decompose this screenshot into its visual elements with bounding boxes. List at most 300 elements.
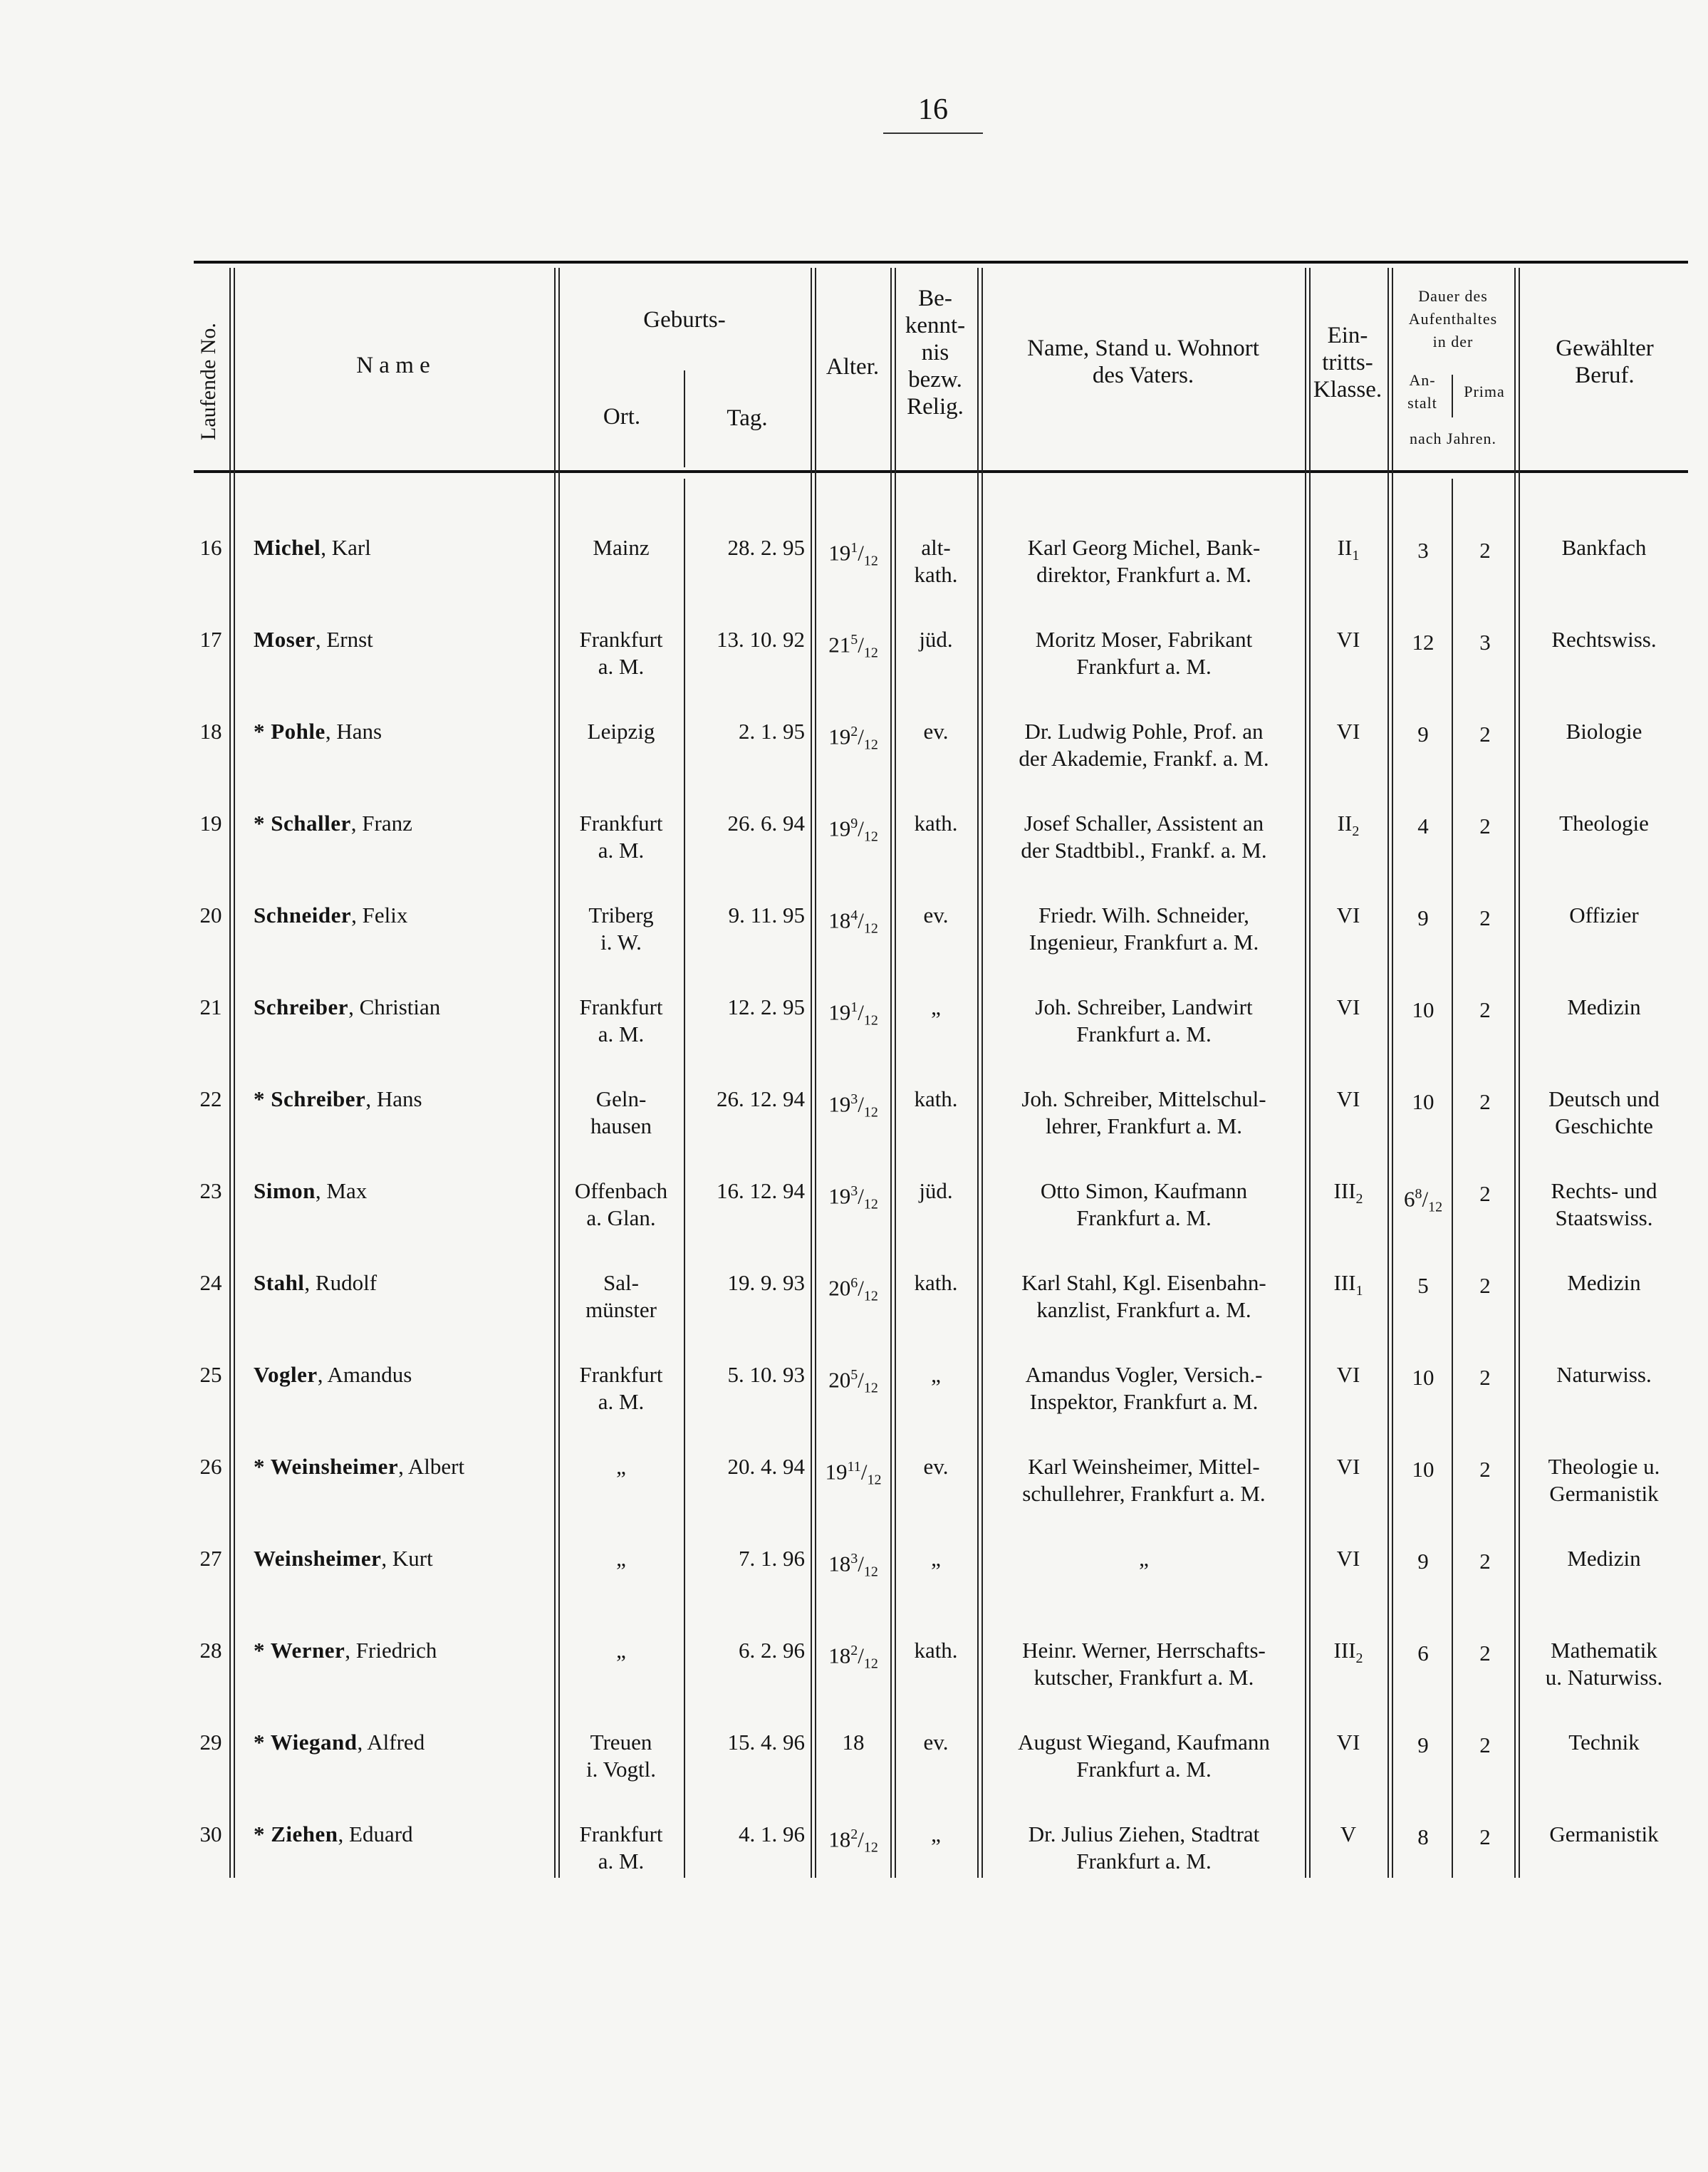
row-number: 30 xyxy=(199,1822,222,1846)
years-anstalt: 12 xyxy=(1412,630,1434,655)
birth-date: 7. 1. 96 xyxy=(739,1546,805,1571)
col-divider xyxy=(811,268,816,1878)
birth-date: 12. 2. 95 xyxy=(727,994,805,1019)
religion: jüd. xyxy=(919,627,953,652)
father-info: Dr. Ludwig Pohle, Prof. an der Akademie, Frankf. a. M. xyxy=(1019,719,1269,771)
birth-date: 2. 1. 95 xyxy=(739,719,805,744)
father-info: Karl Weinsheimer, Mittel- schullehrer, Frankfurt a. M. xyxy=(1022,1454,1266,1506)
student-surname: Schneider xyxy=(254,903,352,927)
star-marker: * xyxy=(254,1086,271,1111)
religion: ev. xyxy=(923,1730,949,1755)
col-divider xyxy=(684,479,685,1878)
years-prima: 2 xyxy=(1479,1824,1491,1849)
years-prima: 3 xyxy=(1479,630,1491,655)
student-surname: Wiegand xyxy=(270,1730,358,1755)
student-surname: Moser xyxy=(254,627,316,652)
age-years: 19 xyxy=(828,1091,851,1117)
col-divider xyxy=(1452,479,1453,1878)
student-name xyxy=(254,1637,553,1664)
age-denominator: 12 xyxy=(863,1196,878,1212)
religion: ev. xyxy=(923,903,949,927)
age-numerator: 2 xyxy=(850,1643,858,1658)
years-prima: 2 xyxy=(1479,814,1491,838)
student-name xyxy=(254,810,553,837)
star-marker: * xyxy=(254,1454,271,1479)
row-number: 25 xyxy=(199,1362,222,1387)
birth-place: Mainz xyxy=(593,535,650,560)
age-numerator: 1 xyxy=(850,999,858,1015)
entry-class-base: VI xyxy=(1336,1730,1360,1755)
birth-date: 6. 2. 96 xyxy=(739,1638,805,1663)
student-name xyxy=(254,1453,553,1480)
student-given-name: , Christian xyxy=(348,994,441,1019)
fraction-slash: / xyxy=(858,1551,864,1576)
age-denominator: 12 xyxy=(863,645,878,661)
birth-place: Leipzig xyxy=(587,719,655,744)
age-denominator: 12 xyxy=(863,920,878,937)
age xyxy=(816,994,890,1034)
age-numerator: 3 xyxy=(850,1091,858,1107)
student-name xyxy=(254,718,553,745)
age-years: 19 xyxy=(828,816,851,841)
years-anstalt: 9 xyxy=(1417,1732,1429,1757)
age-numerator: 5 xyxy=(850,632,858,648)
age-denominator: 12 xyxy=(863,1564,878,1580)
chosen-profession: Technik xyxy=(1568,1730,1640,1755)
age-denominator: 12 xyxy=(863,1380,878,1396)
student-name xyxy=(254,1729,553,1756)
age-years: 18 xyxy=(842,1730,865,1755)
age-numerator: 3 xyxy=(850,1551,858,1566)
age-years: 18 xyxy=(828,908,851,933)
age xyxy=(816,902,890,942)
fraction-slash: / xyxy=(1422,1186,1429,1212)
age xyxy=(816,1086,890,1126)
entry-class-sub: 1 xyxy=(1352,548,1360,564)
student-name xyxy=(254,1269,553,1297)
years-prima: 2 xyxy=(1479,1549,1491,1574)
entry-class xyxy=(1309,1821,1387,1848)
header-laufende-no: Laufende No. xyxy=(197,323,220,440)
fraction-slash: / xyxy=(858,1367,864,1393)
student-surname: Schreiber xyxy=(271,1086,366,1111)
father-info: Dr. Julius Ziehen, Stadtrat Frankfurt a. M. xyxy=(1028,1822,1260,1874)
student-name xyxy=(254,1545,553,1572)
student-given-name: , Max xyxy=(315,1178,368,1203)
birth-date: 26. 12. 94 xyxy=(717,1086,805,1111)
student-surname: Simon xyxy=(254,1178,316,1203)
student-table xyxy=(194,256,1688,1895)
birth-place: Treuen i. Vogtl. xyxy=(586,1730,656,1782)
religion: „ xyxy=(931,1546,941,1571)
age xyxy=(816,626,890,667)
age xyxy=(816,718,890,759)
entry-class xyxy=(1309,1729,1387,1756)
age-numerator: 5 xyxy=(850,1367,858,1383)
birth-date: 4. 1. 96 xyxy=(739,1822,805,1846)
col-divider xyxy=(229,268,235,1878)
student-surname: Stahl xyxy=(254,1270,305,1295)
row-number: 23 xyxy=(199,1178,222,1203)
header-name: N a m e xyxy=(356,353,430,378)
birth-date: 13. 10. 92 xyxy=(717,627,805,652)
years-prima: 2 xyxy=(1479,1732,1491,1757)
years-prima: 2 xyxy=(1479,1365,1491,1390)
religion: alt- kath. xyxy=(914,535,958,587)
years-prima: 2 xyxy=(1479,1273,1491,1298)
age-denominator: 12 xyxy=(863,828,878,845)
student-given-name: , Alfred xyxy=(357,1730,425,1755)
col-divider xyxy=(684,370,685,467)
age-years: 19 xyxy=(828,999,851,1025)
header-beruf: Gewählter Beruf. xyxy=(1556,336,1654,388)
student-name xyxy=(254,1178,553,1205)
father-info: August Wiegand, Kaufmann Frankfurt a. M. xyxy=(1018,1730,1270,1782)
years-prima: 2 xyxy=(1479,1457,1491,1482)
years-anstalt: 8 xyxy=(1417,1824,1429,1849)
col-divider xyxy=(554,268,560,1878)
entry-class xyxy=(1309,1361,1387,1388)
student-given-name: , Eduard xyxy=(338,1822,413,1846)
student-given-name: , Hans xyxy=(325,719,382,744)
student-given-name: , Hans xyxy=(365,1086,422,1111)
fraction-slash: / xyxy=(858,540,864,566)
header-vater: Name, Stand u. Wohnort des Vaters. xyxy=(1027,336,1259,388)
religion: ev. xyxy=(923,719,949,744)
row-number: 28 xyxy=(199,1638,222,1663)
chosen-profession: Offizier xyxy=(1569,903,1639,927)
student-name xyxy=(254,902,553,929)
years-anstalt: 10 xyxy=(1412,1457,1434,1482)
student-surname: Weinsheimer xyxy=(254,1546,382,1571)
entry-class xyxy=(1309,1637,1387,1672)
years-anstalt: 3 xyxy=(1417,538,1429,563)
row-number: 24 xyxy=(199,1270,222,1295)
entry-class xyxy=(1309,626,1387,653)
years-prima: 2 xyxy=(1479,1641,1491,1666)
student-given-name: , Ernst xyxy=(315,627,373,652)
entry-class xyxy=(1309,994,1387,1021)
father-info: Joh. Schreiber, Landwirt Frankfurt a. M. xyxy=(1035,994,1253,1046)
student-name xyxy=(254,626,553,653)
page-number: 16 xyxy=(883,93,983,134)
years-anstalt: 5 xyxy=(1417,1273,1429,1298)
chosen-profession: Medizin xyxy=(1567,1270,1641,1295)
entry-class xyxy=(1309,1178,1387,1212)
chosen-profession: Medizin xyxy=(1567,1546,1641,1571)
header-tag: Tag. xyxy=(727,405,768,431)
years-anstalt xyxy=(1393,1180,1453,1221)
entry-class-base: VI xyxy=(1336,903,1360,927)
age-numerator: 2 xyxy=(850,1827,858,1842)
age xyxy=(816,1729,890,1756)
age xyxy=(816,1821,890,1861)
years-anstalt-numerator: 8 xyxy=(1415,1186,1422,1202)
age-years: 19 xyxy=(828,540,851,566)
years-anstalt: 6 xyxy=(1417,1641,1429,1666)
chosen-profession: Theologie u. Germanistik xyxy=(1548,1454,1660,1506)
birth-date: 26. 6. 94 xyxy=(727,811,805,836)
age-years: 21 xyxy=(828,632,851,658)
fraction-slash: / xyxy=(858,1183,864,1209)
entry-class-base: III xyxy=(1333,1638,1356,1663)
age-denominator: 12 xyxy=(863,1839,878,1856)
entry-class-base: VI xyxy=(1336,1546,1360,1571)
religion: kath. xyxy=(914,811,958,836)
chosen-profession: Medizin xyxy=(1567,994,1641,1019)
age xyxy=(816,1545,890,1586)
age-numerator: 11 xyxy=(847,1459,861,1475)
birth-date: 19. 9. 93 xyxy=(727,1270,805,1295)
star-marker: * xyxy=(254,719,271,744)
fraction-slash: / xyxy=(858,1091,864,1117)
father-info: Amandus Vogler, Versich.- Inspektor, Frankfurt a. M. xyxy=(1025,1362,1263,1414)
star-marker: * xyxy=(254,811,271,836)
student-surname: Schaller xyxy=(271,811,351,836)
student-given-name: , Felix xyxy=(351,903,408,927)
row-number: 17 xyxy=(199,627,222,652)
header-anstalt: An- stalt xyxy=(1407,371,1437,412)
fraction-slash: / xyxy=(858,1275,864,1301)
birth-date: 16. 12. 94 xyxy=(717,1178,805,1203)
age-years: 20 xyxy=(828,1275,851,1301)
religion: jüd. xyxy=(919,1178,953,1203)
entry-class-sub: 2 xyxy=(1355,1191,1363,1207)
age-years: 19 xyxy=(825,1459,848,1485)
table-top-rule xyxy=(194,261,1688,264)
entry-class-sub: 2 xyxy=(1355,1651,1363,1667)
birth-place: Frankfurt a. M. xyxy=(579,811,663,863)
father-info: Karl Georg Michel, Bank- direktor, Frankfurt a. M. xyxy=(1027,535,1261,587)
age xyxy=(816,810,890,851)
years-anstalt: 4 xyxy=(1417,814,1429,838)
chosen-profession: Theologie xyxy=(1559,811,1649,836)
chosen-profession: Bankfach xyxy=(1561,535,1647,560)
student-surname: Werner xyxy=(270,1638,345,1663)
header-ort: Ort. xyxy=(603,404,641,430)
chosen-profession: Mathematik u. Naturwiss. xyxy=(1545,1638,1663,1690)
entry-class xyxy=(1309,1545,1387,1572)
entry-class-base: VI xyxy=(1336,627,1360,652)
star-marker: * xyxy=(254,1638,271,1663)
chosen-profession: Deutsch und Geschichte xyxy=(1548,1086,1660,1138)
entry-class xyxy=(1309,1269,1387,1304)
fraction-slash: / xyxy=(858,1827,864,1852)
student-given-name: , Kurt xyxy=(381,1546,433,1571)
col-divider xyxy=(1387,268,1393,1878)
fraction-slash: / xyxy=(860,1459,868,1485)
header-dauer: Dauer des Aufenthaltes in der xyxy=(1408,287,1498,350)
student-surname: Schreiber xyxy=(254,994,349,1019)
col-divider xyxy=(1452,375,1453,417)
age-years: 19 xyxy=(828,724,851,749)
birth-place: Frankfurt a. M. xyxy=(579,994,663,1046)
religion: ev. xyxy=(923,1454,949,1479)
years-anstalt: 10 xyxy=(1412,1365,1434,1390)
age-denominator: 12 xyxy=(867,1472,882,1488)
row-number: 27 xyxy=(199,1546,222,1571)
col-divider xyxy=(1305,268,1311,1878)
entry-class xyxy=(1309,902,1387,929)
student-given-name: , Rudolf xyxy=(304,1270,377,1295)
age xyxy=(816,1361,890,1402)
father-info: Joh. Schreiber, Mittelschul- lehrer, Frankfurt a. M. xyxy=(1021,1086,1266,1138)
entry-class-sub: 1 xyxy=(1355,1283,1363,1299)
age-denominator: 12 xyxy=(863,553,878,569)
row-number: 29 xyxy=(199,1730,222,1755)
star-marker: * xyxy=(254,1730,271,1755)
age xyxy=(816,1178,890,1218)
student-name xyxy=(254,1361,553,1388)
religion: kath. xyxy=(914,1638,958,1663)
religion: „ xyxy=(931,1822,941,1846)
years-anstalt-whole: 6 xyxy=(1403,1186,1415,1212)
student-surname: Weinsheimer xyxy=(270,1454,399,1479)
entry-class xyxy=(1309,1453,1387,1480)
birth-date: 15. 4. 96 xyxy=(727,1730,805,1755)
fraction-slash: / xyxy=(858,999,864,1025)
col-divider xyxy=(1514,268,1520,1878)
row-number: 19 xyxy=(199,811,222,836)
birth-place: Frankfurt a. M. xyxy=(579,1362,663,1414)
age-denominator: 12 xyxy=(863,1656,878,1672)
chosen-profession: Rechtswiss. xyxy=(1551,627,1657,652)
father-info: Heinr. Werner, Herrschafts- kutscher, Frankfurt a. M. xyxy=(1022,1638,1266,1690)
religion: kath. xyxy=(914,1270,958,1295)
header-eintritt: Ein- tritts- Klasse. xyxy=(1313,323,1382,402)
age-years: 19 xyxy=(828,1183,851,1209)
row-number: 16 xyxy=(199,535,222,560)
birth-date: 28. 2. 95 xyxy=(727,535,805,560)
age xyxy=(816,1269,890,1310)
father-info: Friedr. Wilh. Schneider, Ingenieur, Frankfurt a. M. xyxy=(1029,903,1259,955)
age-denominator: 12 xyxy=(863,737,878,753)
birth-date: 5. 10. 93 xyxy=(727,1362,805,1387)
student-surname: Michel xyxy=(254,535,321,560)
years-prima: 2 xyxy=(1479,1181,1491,1206)
father-info: Josef Schaller, Assistent an der Stadtbibl., Frankf. a. M. xyxy=(1021,811,1267,863)
age-numerator: 6 xyxy=(850,1275,858,1291)
entry-class xyxy=(1309,1086,1387,1113)
entry-class-base: II xyxy=(1337,811,1353,836)
entry-class-base: III xyxy=(1333,1270,1356,1295)
fraction-slash: / xyxy=(858,908,864,933)
entry-class-base: VI xyxy=(1336,994,1360,1019)
row-number: 22 xyxy=(199,1086,222,1111)
age-years: 20 xyxy=(828,1367,851,1393)
student-surname: Pohle xyxy=(271,719,326,744)
years-prima: 2 xyxy=(1479,1089,1491,1114)
birth-place: „ xyxy=(616,1546,626,1571)
entry-class-base: II xyxy=(1337,535,1353,560)
fraction-slash: / xyxy=(858,1643,864,1668)
student-given-name: , Albert xyxy=(398,1454,465,1479)
age-numerator: 9 xyxy=(850,816,858,831)
entry-class-base: VI xyxy=(1336,1454,1360,1479)
years-anstalt-denominator: 12 xyxy=(1428,1199,1443,1215)
birth-place: Frankfurt a. M. xyxy=(579,627,663,679)
age xyxy=(816,534,890,575)
student-name xyxy=(254,994,553,1021)
age-years: 18 xyxy=(828,1551,851,1576)
col-divider xyxy=(890,268,896,1878)
header-alter: Alter. xyxy=(826,354,880,380)
age-numerator: 3 xyxy=(850,1183,858,1199)
years-prima: 2 xyxy=(1479,997,1491,1022)
father-info: Moritz Moser, Fabrikant Frankfurt a. M. xyxy=(1035,627,1253,679)
chosen-profession: Naturwiss. xyxy=(1556,1362,1652,1387)
chosen-profession: Biologie xyxy=(1566,719,1642,744)
birth-place: Geln- hausen xyxy=(590,1086,652,1138)
birth-place: Offenbach a. Glan. xyxy=(574,1178,668,1230)
religion: „ xyxy=(931,1362,941,1387)
birth-place: Sal- münster xyxy=(585,1270,657,1322)
header-nach-jahren: nach Jahren. xyxy=(1410,430,1496,447)
entry-class-base: III xyxy=(1333,1178,1356,1203)
entry-class-base: VI xyxy=(1336,1086,1360,1111)
col-divider xyxy=(977,268,983,1878)
years-prima: 2 xyxy=(1479,722,1491,747)
student-name xyxy=(254,1086,553,1113)
birth-date: 20. 4. 94 xyxy=(727,1454,805,1479)
entry-class-base: VI xyxy=(1336,719,1360,744)
entry-class xyxy=(1309,718,1387,745)
fraction-slash: / xyxy=(858,816,864,841)
years-anstalt: 9 xyxy=(1417,905,1429,930)
birth-place: „ xyxy=(616,1638,626,1663)
years-anstalt: 10 xyxy=(1412,997,1434,1022)
entry-class-base: VI xyxy=(1336,1362,1360,1387)
age-numerator: 1 xyxy=(850,540,858,556)
header-bottom-rule xyxy=(194,470,1688,473)
birth-place: Triberg i. W. xyxy=(588,903,654,955)
religion: „ xyxy=(931,994,941,1019)
student-given-name: , Franz xyxy=(350,811,412,836)
years-prima: 2 xyxy=(1479,538,1491,563)
chosen-profession: Rechts- und Staatswiss. xyxy=(1551,1178,1657,1230)
row-number: 18 xyxy=(199,719,222,744)
header-bekenntnis: Be- kennt- nis bezw. Relig. xyxy=(905,286,966,420)
fraction-slash: / xyxy=(858,724,864,749)
birth-place: „ xyxy=(616,1454,626,1479)
years-anstalt: 9 xyxy=(1417,1549,1429,1574)
birth-place: Frankfurt a. M. xyxy=(579,1822,663,1874)
age-numerator: 2 xyxy=(850,724,858,739)
entry-class xyxy=(1309,534,1387,569)
years-anstalt: 9 xyxy=(1417,722,1429,747)
chosen-profession: Germanistik xyxy=(1549,1822,1659,1846)
entry-class xyxy=(1309,810,1387,845)
row-number: 20 xyxy=(199,903,222,927)
star-marker: * xyxy=(254,1822,271,1846)
years-anstalt: 10 xyxy=(1412,1089,1434,1114)
student-surname: Ziehen xyxy=(271,1822,338,1846)
row-number: 26 xyxy=(199,1454,222,1479)
religion: kath. xyxy=(914,1086,958,1111)
age-years: 18 xyxy=(828,1827,851,1852)
age-denominator: 12 xyxy=(863,1288,878,1304)
row-number: 21 xyxy=(199,994,222,1019)
age-years: 18 xyxy=(828,1643,851,1668)
father-info: Otto Simon, Kaufmann Frankfurt a. M. xyxy=(1040,1178,1248,1230)
header-prima: Prima xyxy=(1464,383,1505,400)
age xyxy=(816,1637,890,1678)
age-denominator: 12 xyxy=(863,1012,878,1029)
student-given-name: , Amandus xyxy=(317,1362,412,1387)
header-geburts: Geburts- xyxy=(643,307,726,333)
entry-class-base: V xyxy=(1340,1822,1357,1846)
birth-date: 9. 11. 95 xyxy=(728,903,805,927)
